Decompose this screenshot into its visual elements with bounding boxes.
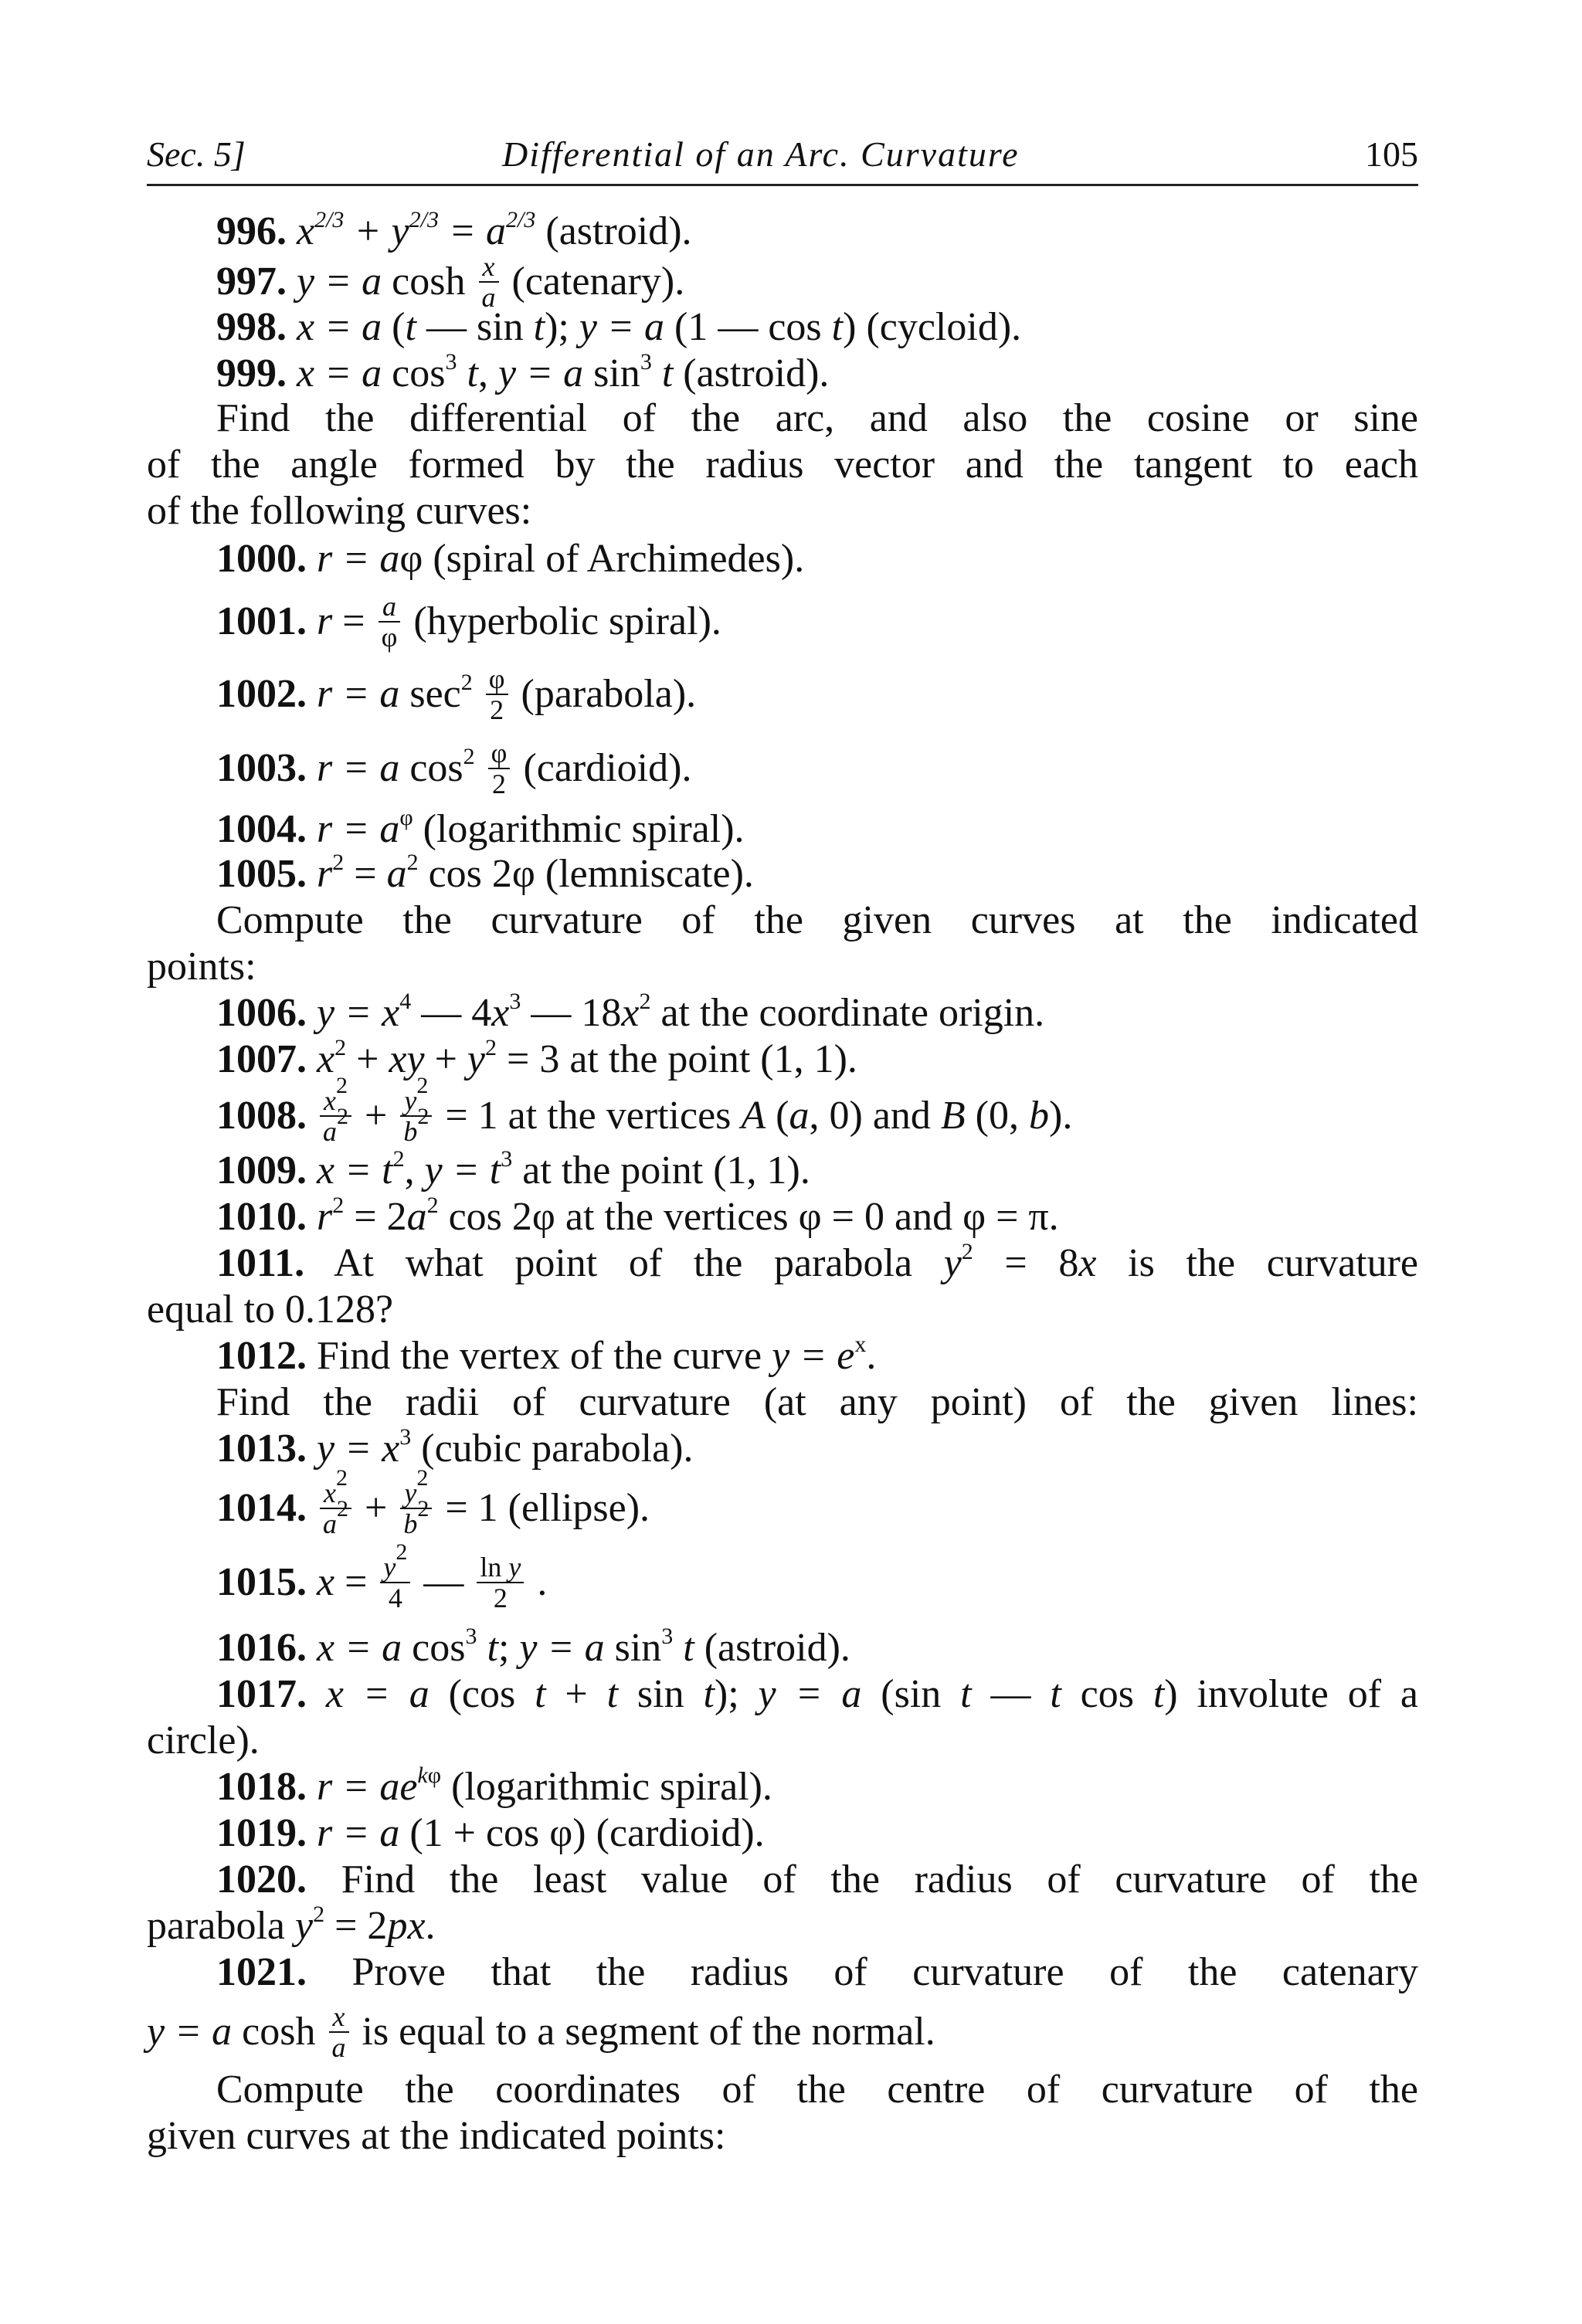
- problem-1000: 1000. r = aφ (spiral of Archimedes).: [216, 537, 805, 581]
- instruction-1-line-2: of the angle formed by the radius vector and the tangent to each: [147, 443, 1418, 487]
- problem-1017: 1017. x = a (cos t + t sin t); y = a (sin t — t cos t) involute of a: [216, 1672, 1419, 1716]
- problem-1014: 1014. $\frac{x^2}{a^2}$ + $\frac{y^2}{b^2}$ = 1 (ellipse).: [216, 1465, 650, 1539]
- problem-1005: 1005. $r^2 = a^2$ cos 2φ (lemniscate).: [216, 850, 754, 896]
- page-header: [147, 130, 1418, 186]
- problem-1016: 1016. x = a $\cos^3 t$; y = a $\sin^3 t$ (astroid).: [216, 1623, 850, 1670]
- instruction-2-line-1: Compute the curvature of the given curves at the indicated: [216, 898, 1418, 942]
- problem-1004: 1004. $r = a^\varphi$ (logarithmic spiral).: [216, 805, 745, 851]
- instruction-4-line-1: Compute the coordinates of the centre of curvature of the: [216, 2068, 1418, 2112]
- problem-1017-continued: circle).: [147, 1718, 260, 1763]
- problem-999: 999. x = a $\cos^3 t$, y = a $\sin^3 t$ (astroid).: [216, 349, 830, 395]
- problem-1019: 1019. r = a (1 + cos φ) (cardioid).: [216, 1811, 765, 1855]
- problem-998: 998. x = a (t — sin t); y = a (1 — cos t) (cycloid).: [216, 305, 1022, 349]
- problem-1007: 1007. $x^2$ + xy + $y^2 = 3$ at the point (1, 1).: [216, 1035, 857, 1081]
- instruction-1-line-1: Find the differential of the arc, and also the cosine or sine: [216, 396, 1418, 440]
- problem-1021: 1021. Prove that the radius of curvature of the catenary: [216, 1950, 1419, 1994]
- running-title: Differential of an Arc. Curvature: [502, 134, 1020, 174]
- instruction-3: Find the radii of curvature (at any point) of the given lines:: [216, 1380, 1418, 1424]
- problem-1010: 1010. $r^2 = 2a^2$ cos 2φ at the vertices φ = 0 and φ = π.: [216, 1193, 1059, 1239]
- problem-996: 996. $x^{2/3} + y^{2/3} = a^{2/3}$ (astroid).: [216, 207, 692, 253]
- problem-1002: 1002. r = a $\sec^2$ $\frac{\varphi}{2}$ (parabola).: [216, 663, 697, 725]
- problem-1020-continued: parabola $y^2 = 2px$.: [147, 1902, 436, 1948]
- page-number: 105: [1365, 134, 1418, 174]
- problem-1009: 1009. $x = t^2$, $y = t^3$ at the point (1, 1).: [216, 1146, 810, 1193]
- problem-1003: 1003. r = a $\cos^2$ $\frac{\varphi}{2}$ (cardioid).: [216, 738, 692, 799]
- problem-1018: 1018. $r = ae^{k\varphi}$ (logarithmic spiral).: [216, 1763, 772, 1809]
- instruction-1-line-3: of the following curves:: [147, 489, 532, 533]
- instruction-2-line-2: points:: [147, 945, 256, 989]
- problem-1013: 1013. $y = x^3$ (cubic parabola).: [216, 1424, 694, 1471]
- problem-1006: 1006. $y = x^4$ — $4x^3$ — $18x^2$ at the coordinate origin.: [216, 989, 1045, 1035]
- problem-1012: 1012. Find the vertex of the curve $y = e^x$.: [216, 1332, 877, 1378]
- problem-1008: 1008. $\frac{x^2}{a^2}$ + $\frac{y^2}{b^2}$ = 1 at the vertices A (a, 0) and B (0, b).: [216, 1073, 1073, 1147]
- problem-1015: 1015. x = $\frac{y^2}{4}$ — $\frac{\text{ln y}}{2}$ .: [216, 1539, 548, 1613]
- problem-1011: 1011. At what point of the parabola $y^2 = 8x$ is the curvature: [216, 1239, 1419, 1285]
- problem-1021-continued: y = a cosh $\frac{x}{a}$ is equal to a segment of the normal.: [147, 2001, 935, 2063]
- problem-1020: 1020. Find the least value of the radius of curvature of the: [216, 1858, 1419, 1902]
- problem-1011-continued: equal to 0.128?: [147, 1288, 394, 1332]
- problem-997: 997. y = a cosh $\frac{x}{a}$ (catenary).: [216, 251, 685, 313]
- instruction-4-line-2: given curves at the indicated points:: [147, 2114, 726, 2158]
- problem-1001: 1001. r = $\frac{a}{\varphi}$ (hyperbolic spiral).: [216, 591, 721, 653]
- section-label: Sec. 5]: [147, 134, 246, 174]
